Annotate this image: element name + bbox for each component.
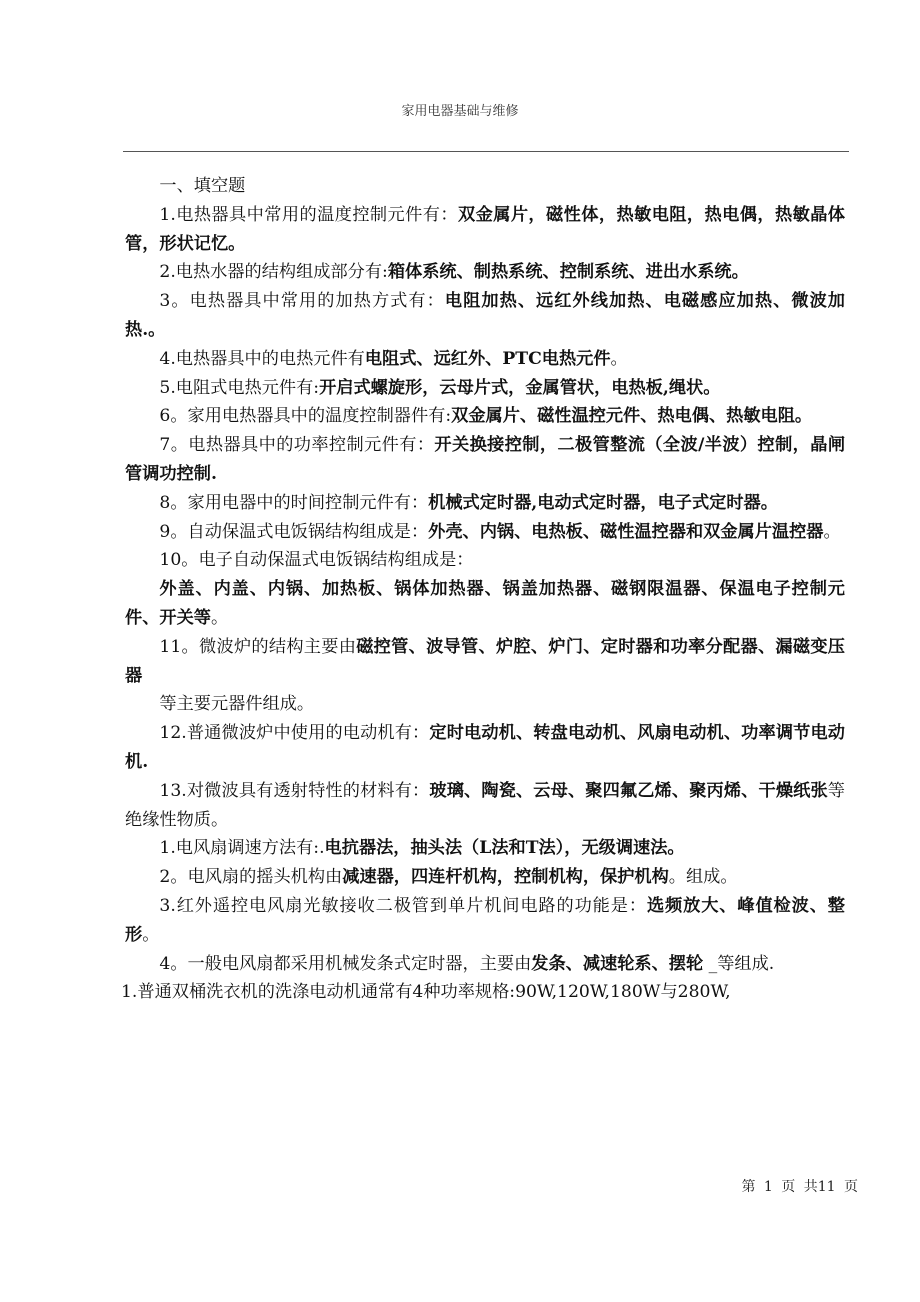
question-continuation: 等主要元器件组成。 xyxy=(159,694,315,715)
answer-text: 机械式定时器,电动式定时器，电子式定时器。 xyxy=(428,492,778,513)
answer-text: 外壳、内锅、电热板、磁性温控器和双金属片温控器 xyxy=(428,521,824,542)
question-item xyxy=(125,719,845,777)
question-item xyxy=(125,518,845,547)
answer-text: 减速器，四连杆机构，控制机构，保护机构 xyxy=(342,867,669,888)
footer-suffix: 页 xyxy=(844,1179,858,1195)
question-tail: 。 xyxy=(610,348,628,369)
question-tail: 等绝缘性物质。 xyxy=(125,780,845,830)
question-item xyxy=(125,777,845,835)
answer-text: 电阻加热、远红外线加热、电磁感应加热、微波加热.。 xyxy=(125,291,845,340)
question-item xyxy=(125,258,845,287)
question-text: 5.电阻式电热元件有: xyxy=(159,377,320,398)
page-header: 家用电器基础与维修 xyxy=(401,104,519,119)
section-title: 一、填空题 xyxy=(159,176,246,196)
question-tail: 。 xyxy=(823,521,841,542)
question-text: 1.电风扇调速方法有:. xyxy=(159,838,325,859)
answer-text: 发条、减速轮系、摆轮 xyxy=(531,953,704,974)
question-text: 3.红外遥控电风扇光敏接收二极管到单片机间电路的功能是： xyxy=(159,895,647,916)
question-tail: _等组成. xyxy=(703,953,775,974)
question-tail: 。 xyxy=(210,607,229,628)
question-item xyxy=(125,345,845,374)
answer-text: 电阻式、远红外、PTC电热元件 xyxy=(364,348,611,369)
question-text: 10。电子自动保温式电饭锅结构组成是： xyxy=(159,550,474,571)
question-text: 3。电热器具中常用的加热方式有： xyxy=(159,291,445,312)
question-item xyxy=(125,201,845,259)
question-text: 4。一般电风扇都采用机械发条式定时器，主要由 xyxy=(159,953,532,974)
question-text: 9。自动保温式电饭锅结构组成是： xyxy=(159,521,429,542)
answer-text: 玻璃、陶瓷、云母、聚四氟乙烯、聚丙烯、干燥纸张 xyxy=(429,780,828,801)
document-body xyxy=(121,172,846,1007)
page-number: 1 xyxy=(763,1179,773,1195)
question-text: 7。电热器具中的功率控制元件有： xyxy=(159,435,435,456)
answer-text: 双金属片、磁性温控元件、热电偶、热敏电阻。 xyxy=(451,406,813,427)
footer-prefix: 第 xyxy=(741,1179,756,1195)
question-item xyxy=(125,402,845,431)
question-tail: 。 xyxy=(142,924,160,945)
question-item xyxy=(125,431,845,489)
answer-text: 选频放大、峰值检波、整形 xyxy=(125,895,845,945)
question-text: 1.电热器具中常用的温度控制元件有： xyxy=(159,204,458,225)
answer-text: 箱体系统、制热系统、控制系统、进出水系统。 xyxy=(387,262,749,283)
page-total: 11 xyxy=(817,1179,836,1195)
answer-text: 定时电动机、转盘电动机、风扇电动机、功率调节电动机. xyxy=(125,723,845,772)
question-item xyxy=(125,374,845,403)
question-item xyxy=(125,863,845,892)
question-item xyxy=(125,950,845,979)
question-item-truncated: 1.普通双桶洗衣机的洗涤电动机通常有4种功率规格:90W,120W,180W与280W, xyxy=(121,982,731,1003)
header-divider xyxy=(123,151,849,152)
question-item xyxy=(125,287,845,345)
footer-mid: 页 共 xyxy=(781,1179,818,1195)
question-item xyxy=(125,834,845,863)
question-text: 11。微波炉的结构主要由 xyxy=(159,636,357,657)
answer-text: 电抗器法，抽头法（L法和T法），无级调速法。 xyxy=(324,838,685,859)
answer-text: 双金属片，磁性体，热敏电阻，热电偶，热敏晶体管，形状记忆。 xyxy=(125,204,845,254)
question-text: 13.对微波具有透射特性的材料有： xyxy=(159,780,430,801)
question-item xyxy=(125,633,845,691)
question-item xyxy=(125,892,845,950)
question-text: 2.电热水器的结构组成部分有: xyxy=(159,262,388,283)
question-text: 2。电风扇的摇头机构由 xyxy=(159,867,343,888)
question-text: 4.电热器具中的电热元件有 xyxy=(159,348,365,369)
answer-text: 磁控管、波导管、炉腔、炉门、定时器和功率分配器、漏磁变压器 xyxy=(125,636,845,686)
question-text: 6。家用电热器具中的温度控制器件有: xyxy=(159,406,452,427)
page-footer xyxy=(741,1176,858,1196)
answer-text: 外盖、内盖、内锅、加热板、锅体加热器、锅盖加热器、磁钢限温器、保温电子控制元件、开关等 xyxy=(125,579,845,628)
question-tail: 。组成。 xyxy=(668,867,738,888)
answer-text: 开关换接控制，二极管整流（全波/半波）控制，晶闸管调功控制. xyxy=(125,435,846,484)
question-text: 8。家用电器中的时间控制元件有： xyxy=(159,492,429,513)
answer-text: 开启式螺旋形，云母片式，金属管状，电热板,绳状。 xyxy=(319,377,721,398)
answer-block xyxy=(125,575,845,633)
question-text: 12.普通微波炉中使用的电动机有： xyxy=(159,723,430,744)
question-item xyxy=(125,489,845,518)
